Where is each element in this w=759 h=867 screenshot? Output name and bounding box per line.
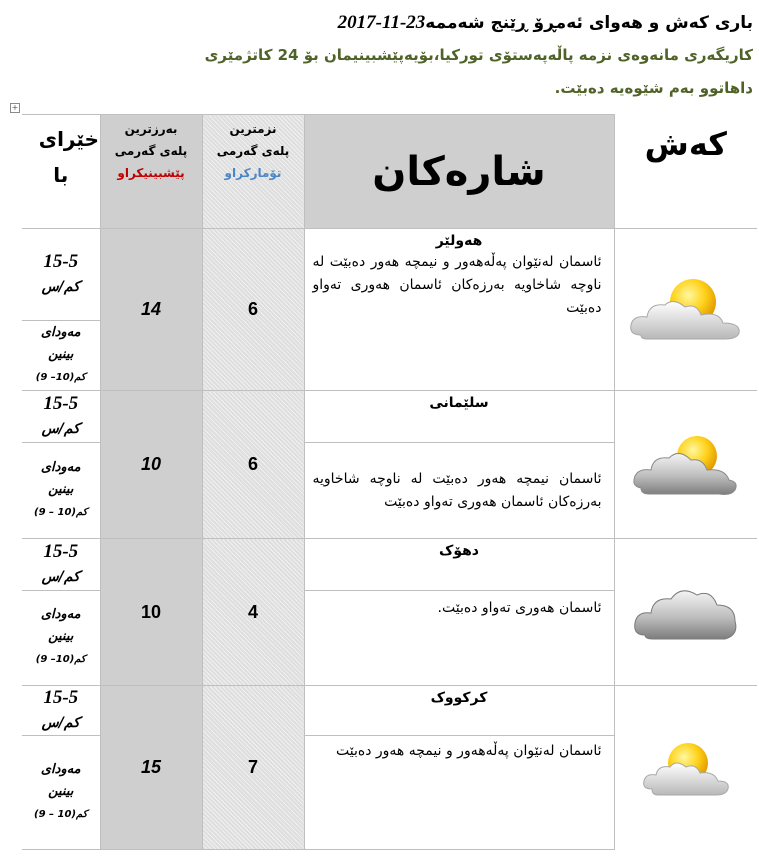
visibility: مەودای بینین (9 –10)کم: [35, 324, 86, 383]
table-row: [22, 391, 757, 443]
forecast-note-line-1: کاریگەری مانەوەی نزمە پاڵەپەستۆی تورکیا،بۆیەپێشبینیمان بۆ 24 کاتژمێری: [204, 46, 753, 64]
min-temp: 6: [247, 454, 258, 474]
forecast-note-line-2: داهاتوو بەم شێوەیە دەبێت.: [554, 79, 753, 97]
cloudy-sun-icon: [631, 430, 741, 500]
min-temp-column-header: نزمترین پلەی گەرمی تۆمارکراو: [202, 115, 304, 229]
visibility: مەودای بینین (9 – 10)کم: [34, 761, 88, 820]
table-row: [22, 539, 757, 591]
partly-cloudy-sun-icon: [627, 275, 745, 345]
max-temp: 10: [140, 601, 162, 622]
forecast-table: [22, 114, 757, 850]
min-temp: 6: [247, 299, 258, 319]
min-temp: 7: [247, 757, 258, 777]
cities-column-header: شارەکان: [304, 115, 614, 229]
wind-speed: 15-5 کم/س: [41, 251, 80, 295]
city-name: کرکووک: [430, 690, 488, 706]
min-temp: 4: [247, 601, 258, 622]
weather-description: ئاسمان لەنێوان پەڵەهەور و نیمچە هەور دەبێت لە ناوچە شاخاویە بەرزەکان ئاسمان هەوری تەواو دەبێت: [312, 254, 602, 316]
weather-description: ئاسمان نیمچە هەور دەبێت لە ناوچە شاخاویە بەرزەکان ئاسمان هەوری تەواو دەبێت: [312, 470, 602, 510]
overcast-cloud-icon: [631, 577, 741, 647]
wind-speed: 15-5 کم/س: [41, 393, 80, 437]
weather-description: ئاسمان لەنێوان پەڵەهەور و نیمچە هەور دەبێت: [336, 743, 602, 759]
date-label: 23-11-2017: [337, 12, 426, 33]
table-row: [22, 686, 757, 736]
max-temp-column-header: بەرزترین پلەی گەرمی پێشبینیکراو: [100, 115, 202, 229]
table-move-handle-icon[interactable]: +: [11, 103, 19, 112]
wind-speed: 15-5 کم/س: [41, 541, 80, 585]
wind-column-header: خێرای با: [22, 115, 100, 229]
wind-speed: 15-5 کم/س: [41, 687, 80, 731]
table-row: [22, 229, 757, 321]
weather-description: ئاسمان هەوری تەواو دەبێت.: [437, 600, 602, 616]
visibility: مەودای بینین (9 – 10)کم: [34, 459, 88, 518]
city-name: هەولێر: [435, 233, 483, 249]
city-name: دهۆک: [438, 543, 479, 559]
page-title: باری کەش و هەوای ئەمڕۆ ڕێنج شەممە23-11-2017: [337, 12, 753, 33]
visibility: مەودای بینین (9 –10)کم: [35, 607, 86, 665]
partly-cloudy-sun-icon: [640, 737, 732, 799]
city-name: سلێمانی: [429, 395, 489, 411]
weather-column-header: کەش: [614, 115, 757, 229]
max-temp: 14: [140, 299, 162, 319]
table-header-row: [22, 115, 757, 229]
max-temp: 10: [140, 454, 162, 474]
max-temp: 15: [140, 757, 162, 777]
